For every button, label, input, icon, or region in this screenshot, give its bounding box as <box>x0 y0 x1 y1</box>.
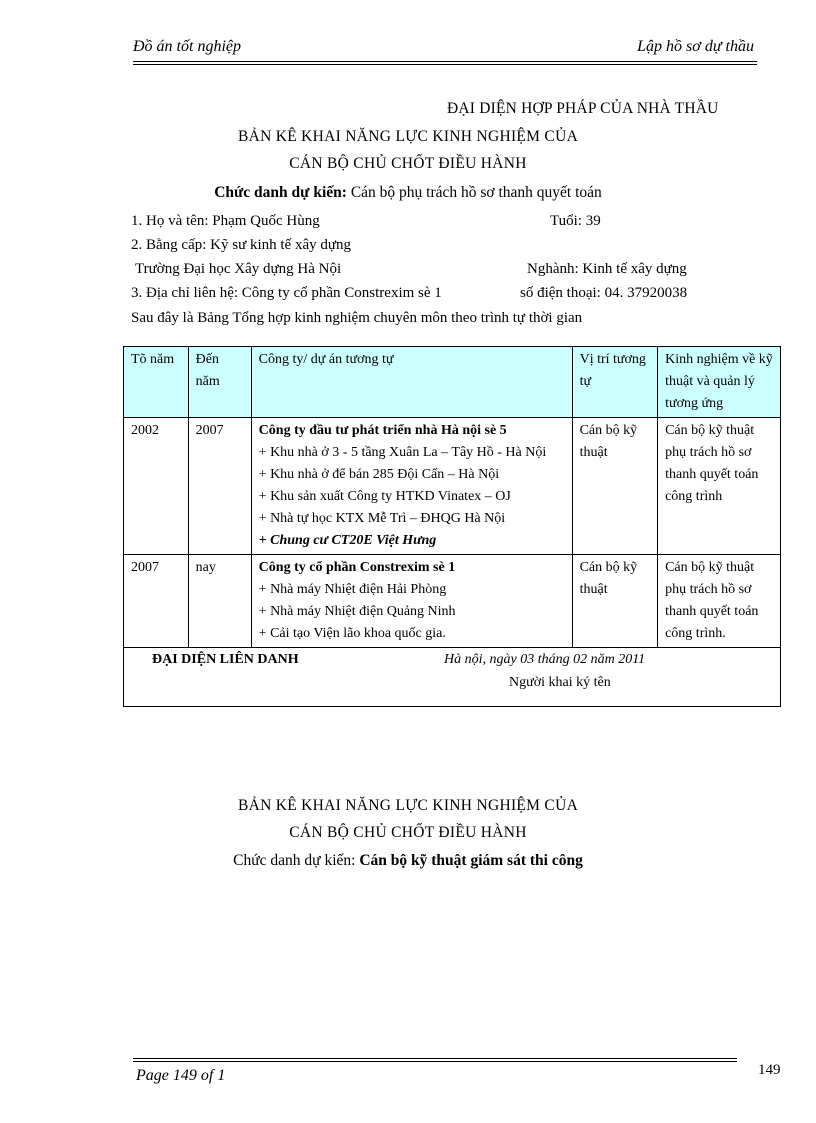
degree-line: 2. Bằng cấp: Kỹ sư kinh tế xây dựng <box>131 237 351 253</box>
header-position: Vị trí tương tự <box>572 347 658 418</box>
header-experience: Kinh nghiệm về kỹ thuật và quản lý tương ứng <box>658 347 781 418</box>
section1-position <box>0 184 816 202</box>
row1-company-cell <box>251 418 572 555</box>
header-right-title: Lập hồ sơ dự thầu <box>637 38 754 55</box>
table-row <box>124 418 781 555</box>
row1-project-3: + Khu sản xuất Công ty HTKD Vinatex – OJ <box>258 489 511 504</box>
header-to-year: Đến năm <box>188 347 251 418</box>
position-value: Cán bộ phụ trách hồ sơ thanh quyết toán <box>346 184 602 201</box>
footer-page-label: Page 149 of 1 <box>136 1067 226 1084</box>
section2-position-value: Cán bộ kỹ thuật giám sát thi công <box>359 852 583 869</box>
row2-project-3: + Cải tạo Viện lão khoa quốc gia. <box>258 626 446 641</box>
row1-company: Công ty đầu tư phát triển nhà Hà nội sè 5 <box>258 423 507 438</box>
signature-cell <box>124 648 781 707</box>
row1-position: Cán bộ kỹ thuật <box>572 418 658 555</box>
row1-project-4: + Nhà tự học KTX Mễ Trì – ĐHQG Hà Nội <box>258 511 506 526</box>
row2-position: Cán bộ kỹ thuật <box>572 555 658 648</box>
row2-project-2: + Nhà máy Nhiệt điện Quảng Ninh <box>258 604 456 619</box>
major-line: Nghành: Kinh tế xây dựng <box>527 261 687 277</box>
header-divider-thin <box>133 64 757 65</box>
footer-divider-thin <box>133 1061 737 1062</box>
signature-signer: Người khai ký tên <box>509 675 611 690</box>
summary-line: Sau đây là Bảng Tổng hợp kinh nghiệm chuyên môn theo trình tự thời gian <box>131 310 583 326</box>
signature-left: ĐẠI DIỆN LIÊN DANH <box>152 652 299 667</box>
school-line: Trường Đại học Xây dựng Hà Nội <box>135 261 342 277</box>
signature-row <box>124 648 781 707</box>
section2-title-line2: CÁN BỘ CHỦ CHỐT ĐIỀU HÀNH <box>289 824 527 841</box>
legal-representative-heading: ĐẠI DIỆN HỢP PHÁP CỦA NHÀ THẦU <box>447 100 719 117</box>
experience-table <box>123 346 781 707</box>
age-line: Tuổi: 39 <box>550 213 601 229</box>
section2-position <box>0 852 816 870</box>
row1-experience: Cán bộ kỹ thuật phụ trách hồ sơ thanh quyết toán công trình <box>658 418 781 555</box>
footer-divider <box>133 1058 737 1059</box>
table-row <box>124 555 781 648</box>
footer-page-number: 149 <box>758 1062 781 1078</box>
phone-line: số điện thoại: 04. 37920038 <box>520 285 688 301</box>
row2-project-1: + Nhà máy Nhiệt điện Hải Phòng <box>258 582 447 597</box>
signature-date: Hà nội, ngày 03 tháng 02 năm 2011 <box>444 652 646 667</box>
row2-experience: Cán bộ kỹ thuật phụ trách hồ sơ thanh quyết toán công trình. <box>658 555 781 648</box>
section2-title-line1: BẢN KÊ KHAI NĂNG LỰC KINH NGHIỆM CỦA <box>237 797 579 814</box>
name-line: 1. Họ và tên: Phạm Quốc Hùng <box>131 213 320 229</box>
address-line: 3. Địa chỉ liên hệ: Công ty cổ phần Constrexim sè 1 <box>131 285 442 301</box>
header-from-year: Tõ năm <box>124 347 189 418</box>
row1-from: 2002 <box>124 418 189 555</box>
table-header-row <box>124 347 781 418</box>
row1-to: 2007 <box>188 418 251 555</box>
row1-project-2: + Khu nhà ở để bán 285 Đội Cấn – Hà Nội <box>258 467 500 482</box>
row1-project-1: + Khu nhà ở 3 - 5 tầng Xuân La – Tây Hồ - Hà Nội <box>258 445 547 460</box>
section1-title-line2: CÁN BỘ CHỦ CHỐT ĐIỀU HÀNH <box>289 155 527 172</box>
section1-title-line1: BẢN KÊ KHAI NĂNG LỰC KINH NGHIỆM CỦA <box>237 128 579 145</box>
row2-to: nay <box>188 555 251 648</box>
header-divider <box>133 61 757 62</box>
row2-from: 2007 <box>124 555 189 648</box>
position-label: Chức danh dự kiến: <box>214 184 347 201</box>
header-left-title: Đồ án tốt nghiệp <box>133 38 241 55</box>
row2-company-cell <box>251 555 572 648</box>
header-company: Công ty/ dự án tương tự <box>251 347 572 418</box>
section2-position-label: Chức danh dự kiến: <box>233 852 360 869</box>
row1-project-5: + Chung cư CT20E Việt Hưng <box>258 533 437 548</box>
row2-company: Công ty cổ phần Constrexim sè 1 <box>258 560 456 575</box>
